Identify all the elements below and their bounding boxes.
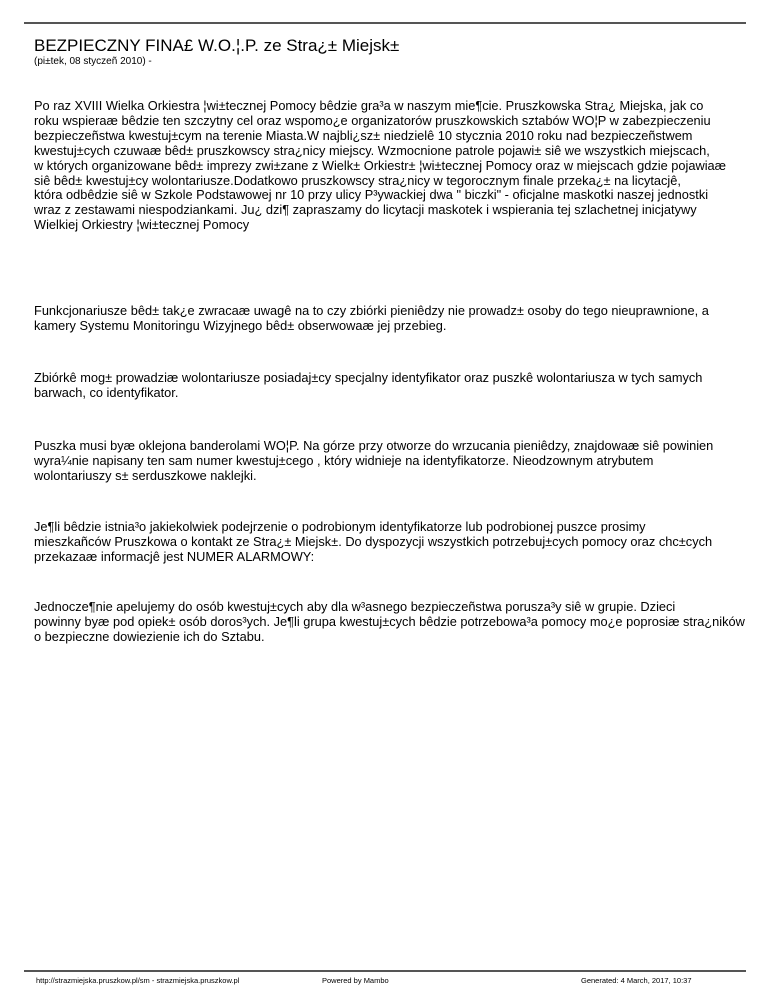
article-paragraph <box>34 99 764 233</box>
footer-divider <box>24 970 746 972</box>
paragraph-line: Po raz XVIII Wielka Orkiestra ¦wi±tecznej Pomocy bêdzie gra³a w naszym mie¶cie. Pruszkowska Stra¿ Miejska, jak co <box>34 98 704 113</box>
paragraph-line: powinny byæ pod opiek± osób doros³ych. Je¶li grupa kwestuj±cych bêdzie potrzebowa³a pomocy mo¿e poprosiæ stra¿ników <box>34 613 745 629</box>
paragraph-line: Zbiórkê mog± prowadziæ wolontariusze posiadaj±cy specjalny identyfikator oraz puszkê wolontariusza w tych samych <box>34 370 703 385</box>
paragraph-line: w których organizowane bêd± imprezy zwi±zane z Wielk± Orkiestr± ¦wi±tecznej Pomocy oraz w miejscach gdzie pojawiaæ <box>34 157 727 173</box>
article-paragraph <box>34 600 764 645</box>
header-divider <box>24 22 746 24</box>
paragraph-line: wraz z zestawami niespodziankami. Ju¿ dzi¶ zapraszamy do licytacji maskotek i wspierania tej szlachetnej inicjatywy <box>34 202 697 218</box>
paragraph-line: roku wspieraæ bêdzie ten szczytny cel oraz wspomo¿e organizatorów pruszkowskich sztabów WO¦P w zabezpieczeniu <box>34 112 711 128</box>
footer-generated-date: Generated: 4 March, 2017, 10:37 <box>581 976 692 985</box>
paragraph-line: mieszkañców Pruszkowa o kontakt ze Stra¿± Miejsk±. Do dyspozycji wszystkich potrzebuj±cych pomocy oraz chc±cych <box>34 533 713 549</box>
article-paragraph <box>34 371 764 401</box>
paragraph-line: wolontariuszy s± serduszkowe naklejki. <box>34 467 257 483</box>
paragraph-line: Jednocze¶nie apelujemy do osób kwestuj±cych aby dla w³asnego bezpieczeñstwa porusza³y siê w grupie. Dzieci <box>34 599 676 614</box>
article-title: BEZPIECZNY FINA£ W.O.¦.P. ze Stra¿± Miejsk± <box>34 36 400 55</box>
footer-source-url: http://strazmiejska.pruszkow.pl/sm - strazmiejska.pruszkow.pl <box>36 976 240 985</box>
article-paragraph <box>34 304 764 334</box>
paragraph-line: kamery Systemu Monitoringu Wizyjnego bêd± obserwowaæ jej przebieg. <box>34 317 447 333</box>
paragraph-line: wyra¼nie napisany ten sam numer kwestuj±cego , który widnieje na identyfikatorze. Nieodzownym atrybutem <box>34 452 654 468</box>
paragraph-line: bezpieczeñstwa kwestuj±cym na terenie Miasta.W najbli¿sz± niedzielê 10 stycznia 2010 roku nad bezpieczeñstwem <box>34 127 693 143</box>
article-date: (pi±tek, 08 styczeñ 2010) - <box>34 56 152 67</box>
paragraph-line: która odbêdzie siê w Szkole Podstawowej nr 10 przy ulicy P³ywackiej dwa " biczki" - oficjalne maskotki naszej jednostki <box>34 187 709 203</box>
paragraph-line: Je¶li bêdzie istnia³o jakiekolwiek podejrzenie o podrobionym identyfikatorze lub podrobionej puszce prosimy <box>34 519 646 534</box>
paragraph-line: przekazaæ informacjê jest NUMER ALARMOWY: <box>34 548 315 564</box>
paragraph-line: siê bêd± kwestuj±cy wolontariusze.Dodatkowo pruszkowscy stra¿nicy w tegorocznym finale przeka¿± na licytacjê, <box>34 172 681 188</box>
paragraph-line: kwestuj±cych czuwaæ bêd± pruszkowscy stra¿nicy miejscy. Wzmocnione patrole pojawi± siê we wszystkich miejscach, <box>34 142 710 158</box>
paragraph-line: o bezpieczne dowiezienie ich do Sztabu. <box>34 628 265 644</box>
article-paragraph <box>34 439 764 484</box>
article-paragraph <box>34 520 764 565</box>
paragraph-line: Wielkiej Orkiestry ¦wi±tecznej Pomocy <box>34 217 250 233</box>
paragraph-line: barwach, co identyfikator. <box>34 384 179 400</box>
paragraph-line: Funkcjonariusze bêd± tak¿e zwracaæ uwagê na to czy zbiórki pieniêdzy nie prowadz± osoby do tego nieuprawnione, a <box>34 303 709 318</box>
footer-powered-by: Powered by Mambo <box>322 976 389 985</box>
paragraph-line: Puszka musi byæ oklejona banderolami WO¦P. Na górze przy otworze do wrzucania pieniêdzy, znajdowaæ siê powinien <box>34 438 714 453</box>
